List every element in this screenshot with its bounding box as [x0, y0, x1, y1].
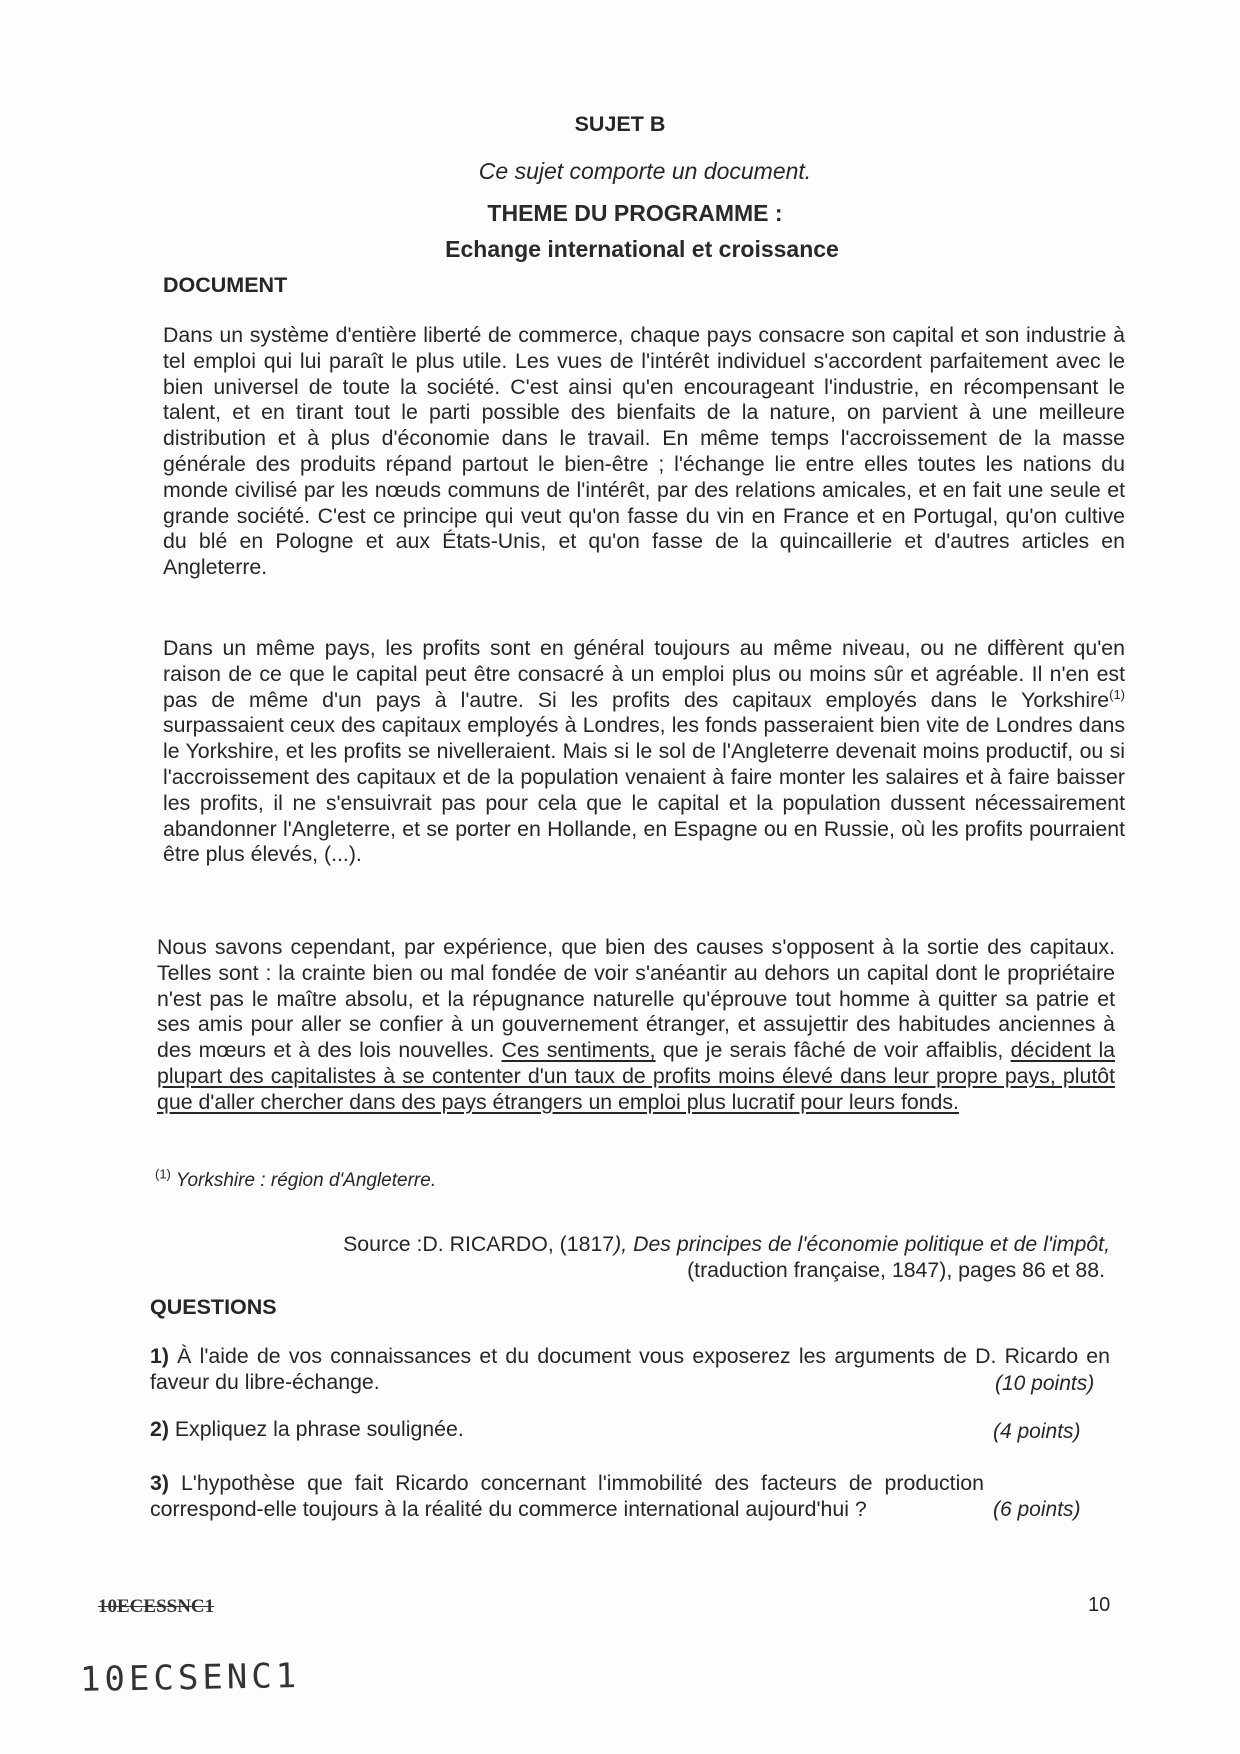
paragraph-3-text-mid: que je serais fâché de voir affaiblis,	[655, 1038, 1011, 1063]
source-prefix: Source :D. RICARDO, (1817	[343, 1232, 615, 1256]
footnote-text: Yorkshire : région d'Angleterre.	[170, 1170, 437, 1191]
footnote-marker: (1)	[155, 1166, 171, 1182]
paragraph-3-text-a: Nous savons cependant, par expérience, que bien des causes s'opposent à la sortie des capitaux. Telles sont : la crainte bien ou mal fondée de voir s'anéantir au dehors un capital dont le propriétaire n'est pas le maître absolu, et la répugnance naturelle qu'éprouve tout homme à quitter sa patrie et ses amis pour aller se confier à un gouvernement étranger, et assujettir des habitudes anciennes à des mœurs et à des lois nouvelles.	[157, 935, 1115, 1063]
page-number: 10	[1088, 1594, 1111, 1616]
question-2-text: Expliquez la phrase soulignée.	[168, 1417, 464, 1441]
subject-title: SUJET B	[574, 112, 666, 136]
document-paragraph-1: Dans un système d'entière liberté de commerce, chaque pays consacre son capital et son industrie à tel emploi qui lui paraît le plus utile. Les vues de l'intérêt individuel s'accordent parfaitement avec le bien universel de toute la société. C'est ainsi qu'en encourageant l'industrie, en récompensant le talent, et en tirant tout le parti possible des bienfaits de la nature, on parvient à une meilleure distribution et à plus d'économie dans le travail. En même temps l'accroissement de la masse générale des produits répand partout le bien-être ; l'échange lie entre elles toutes les nations du monde civilisé par les nœuds communs de l'intérêt, par des relations amicales, et en fait une seule et grande société. C'est ce principe qui veut qu'on fasse du vin en France et en Portugal, qu'on cultive du blé en Pologne et aux États-Unis, et qu'on fasse de la quincaillerie et d'autres articles en Angleterre.	[163, 323, 1125, 580]
question-2-points: (4 points)	[993, 1420, 1081, 1443]
handwritten-code: 10ECSENC1	[79, 1656, 301, 1700]
question-1-number: 1)	[150, 1344, 169, 1368]
question-2	[150, 1416, 1112, 1442]
source-title: ), Des principes de l'économie politique et de l'impôt,	[614, 1232, 1110, 1256]
question-1-points: (10 points)	[995, 1372, 1095, 1395]
question-3-points: (6 points)	[993, 1498, 1081, 1521]
question-1-text: À l'aide de vos connaissances et du document vous exposerez les arguments de D. Ricardo en faveur du libre-échange.	[150, 1344, 1110, 1394]
question-3	[150, 1470, 984, 1522]
document-paragraph-3	[157, 935, 1115, 1116]
footnote-ref: (1)	[1109, 686, 1125, 702]
question-3-text: L'hypothèse que fait Ricardo concernant l'immobilité des facteurs de production correspond-elle toujours à la réalité du commerce international aujourd'hui ?	[150, 1471, 984, 1521]
questions-label: QUESTIONS	[150, 1295, 277, 1319]
source-line-2: (traduction française, 1847), pages 86 et 88.	[687, 1258, 1105, 1282]
question-3-number: 3)	[150, 1471, 169, 1495]
document-label: DOCUMENT	[163, 273, 288, 297]
document-paragraph-2	[163, 636, 1125, 868]
struck-code: 10ECESSNC1	[98, 1596, 215, 1617]
theme-name: Echange international et croissance	[445, 236, 839, 262]
underlined-phrase: décident la plupart des capitalistes à se contenter d'un taux de profits moins élevé dans leur propre pays, plutôt que d'aller chercher dans des pays étrangers un emploi plus lucratif pour leurs fonds.	[157, 1038, 1116, 1114]
paragraph-2-text-b: surpassaient ceux des capitaux employés à Londres, les fonds passeraient bien vite de Londres dans le Yorkshire, et les profits se nivelleraient. Mais si le sol de l'Angleterre devenait moins productif, ou si l'accroissement des capitaux et de la population venaient à faire monter les salaires et à faire baisser les profits, il ne s'ensuivrait pas pour cela que le capital et la population dussent nécessairement abandonner l'Angleterre, et se porter en Hollande, en Espagne ou en Russie, où les profits pourraient être plus élevés, (...).	[163, 713, 1125, 867]
theme-title: THEME DU PROGRAMME :	[487, 200, 783, 226]
paragraph-2-text-a: Dans un même pays, les profits sont en général toujours au même niveau, ou ne diffèrent qu'en raison de ce que le capital peut être consacré à un emploi plus ou moins sûr et agréable. Il n'en est pas de même d'un pays à l'autre. Si les profits des capitaux employés dans le Yorkshire	[163, 636, 1125, 712]
question-1	[150, 1343, 1112, 1395]
question-2-number: 2)	[150, 1417, 169, 1441]
underlined-phrase-start: Ces sentiments,	[501, 1038, 656, 1063]
source-line-1	[250, 1232, 1110, 1257]
subject-note: Ce sujet comporte un document.	[478, 158, 812, 184]
footnote	[155, 1166, 437, 1192]
